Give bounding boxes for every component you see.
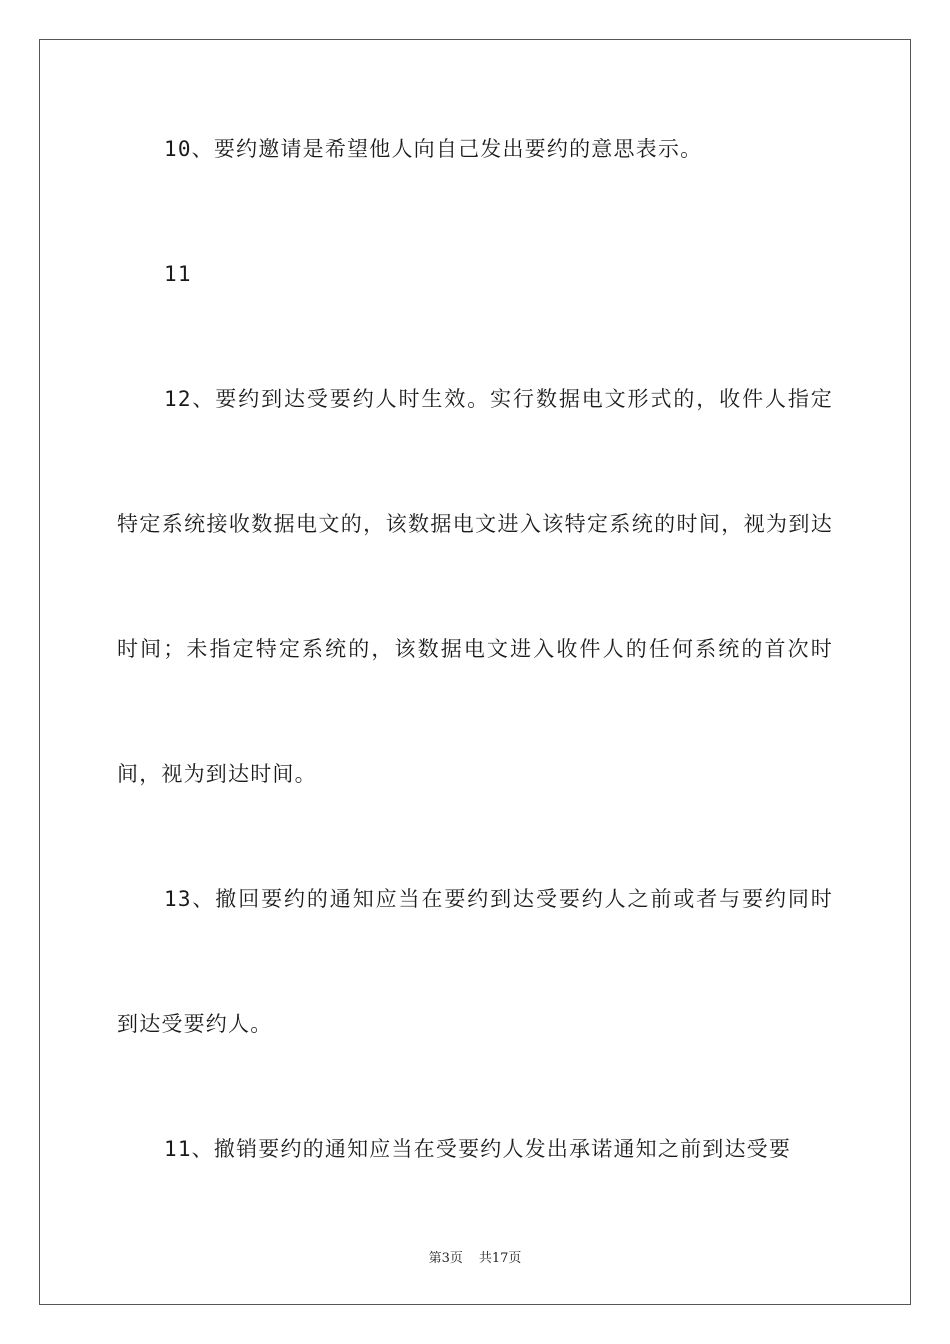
paragraph-13: 13、撤回要约的通知应当在要约到达受要约人之前或者与要约同时到达受要约人。 (117, 887, 833, 1036)
paragraph-11: 11 (164, 262, 192, 286)
page-footer (0, 1247, 950, 1266)
paragraph-10: 10、要约邀请是希望他人向自己发出要约的意思表示。 (164, 137, 703, 161)
paragraph-12: 12、要约到达受要约人时生效。实行数据电文形式的，收件人指定特定系统接收数据电文的，该数据电文进入该特定系统的时间，视为到达时间；未指定特定系统的，该数据电文进入收件人的任何系统的首次时间，视为到达时间。 (117, 387, 833, 786)
paragraph-11-revocation: 11、撤销要约的通知应当在受要约人发出承诺通知之前到达受要 (164, 1137, 792, 1161)
total-pages-label: 共17页 (478, 1251, 522, 1266)
current-page-label: 第3页 (428, 1251, 463, 1266)
